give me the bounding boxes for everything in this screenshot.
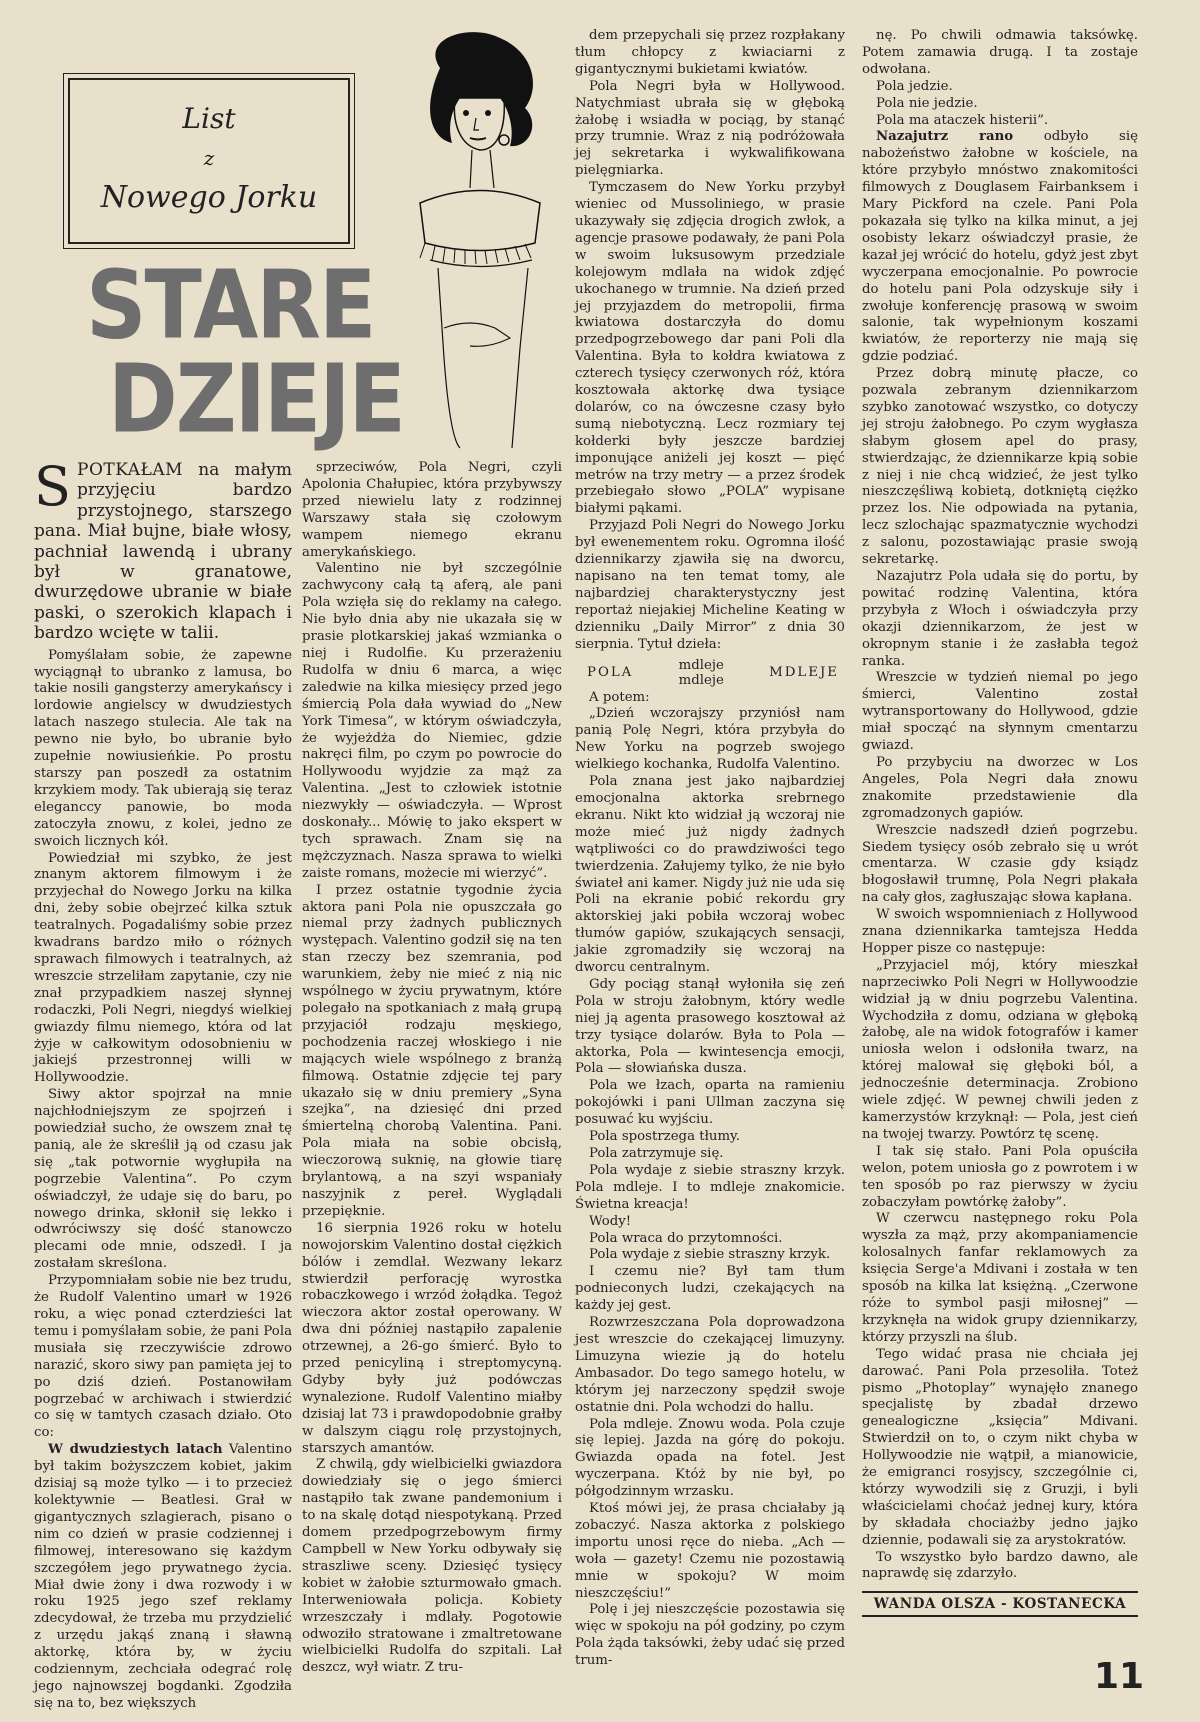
paragraph: Pola wraca do przytomności.: [589, 1230, 783, 1246]
paragraph: W dwudziestych latach Valentino był takim bożyszczem kobiet, jakim dzisiaj są może tylko — i to przecież kolektywnie — Beatlesi. Grał w gigantycznych szlagierach, pisano o nim co dzień w prasie codziennej i filmowej, interesowano się każdym szczegółem jego prywatnego życia. Miał dwie żony i dwa rozwody i w roku 1925 jego szef reklamy zdecydował, że trzeba mu przydzielić z urzędu jakąś znaną i sławną aktorkę, która by, w życiu codziennym, zechciała odegrać rolę jego najnowszej bogdanki. Zgodziła się na to, bez większych: [34, 1442, 292, 1711]
drop-cap: S: [34, 455, 71, 518]
column-2: [302, 460, 562, 1675]
column-title-box: [68, 78, 350, 244]
paragraph: Tymczasem do New Yorku przybył wieniec od Mussoliniego, w prasie ukazywały się zdjęcia drogich zwłok, a agencje prasowe podawały, że pani Pola w swoim luksusowym przedziale kolejowym mdlała na widok zdjęć ukochanego w trumnie. Na dzień przed jej przyjazdem do metropolii, firma kwiatowa dostarczyła do domu przedpogrzebowego dar pani Poli dla Valentina. Była to kołdra kwiatowa z czterech tysięcy czerwonych róż, która kosztowała aktorkę dwa tysiące dolarów, co na ówczesne czasy było sumą niebotyczną. Lecz rozmiary tej kołderki były jeszcze bardziej imponujące aniżeli jej koszt — pięć metrów na trzy metry — a przez środek przebiegało słowo „POLA” wypisane białymi pąkami.: [575, 180, 845, 517]
column-3: [575, 28, 845, 1676]
paragraph: Nazajutrz rano odbyło się nabożeństwo żałobne w kościele, na które przybyło mnóstwo znakomitości filmowych z Douglasem Fairbanksem i Mary Pickford na czele. Pani Pola pokazała się tylko na kilka minut, a jej osobisty lekarz oświadczył prasie, że kazał jej wrócić do hotelu, gdyż jest zbyt wyczerpana emocjonalnie. Po powrocie do hotelu pani Pola odzyskuje siły i zwołuje konferencję prasową w swoim salonie, tak wypełnionym koszami kwiatów, że reporterzy nie mają się gdzie podziać.: [862, 129, 1138, 365]
lead-paragraph: SPOTKAŁAM na małym przyjęciu bardzo przystojnego, starszego pana. Miał bujne, białe włosy, pachniał lawendą i ubrany był w granatowe, dwurzędowe ubranie w białe paski, o szerokich klapach i bardzo wcięte w talii.: [34, 455, 292, 644]
box-line-z: z: [203, 146, 215, 170]
paragraph: Pola Negri była w Hollywood. Natychmiast ubrała się w głęboką żałobę i wsiadła w pociąg, by stanąć przy trumnie. Wraz z nią podróżowała jej sekretarka i wykwalifikowana pielęgniarka.: [575, 78, 845, 179]
paragraph: Rozwrzeszczana Pola doprowadzona jest wreszcie do czekającej limuzyny. Limuzyna wiezie ją do hotelu Ambasador. Do tego samego hotelu, w którym jej narzeczony spędził swoje ostatnie dni. Pola wchodzi do hallu.: [575, 1315, 845, 1415]
paragraph: „Przyjaciel mój, który mieszkał naprzeciwko Poli Negri w Hollywoodzie widział ją w dniu pogrzebu Valentina. Wychodziła z domu, odziana w głęboką żałobę, ale na widok fotografów i kamer uniosła welon i odsłoniła twarz, na której malował się głęboki ból, a jednocześnie determinacja. Zrobiono wiele zdjęć. W pewnej chwili jeden z kamerzystów krzyknął: — Pola, jest cień na twojej twarzy. Powtórz tę scenę.: [862, 957, 1138, 1142]
paragraph: W czerwcu następnego roku Pola wyszła za mąż, przy akompaniamencie kolosalnych fanfar reklamowych za księcia Serge'a Mdivani i została w ten sposób na kilka lat księżną. „Czerwone róże to symbol pasji miłosnej” — krzyknęła na widok grupy dziennikarzy, którzy przyszli na ślub.: [862, 1211, 1138, 1345]
page-number: 11: [1094, 1656, 1145, 1697]
paragraph: A potem:: [589, 689, 650, 705]
paragraph: Pola znana jest jako najbardziej emocjonalna aktorka srebrnego ekranu. Nikt kto widział ją wczoraj nie może mieć już nigdy żadnych wątpliwości co do prawdziwości tego twierdzenia. Załujemy tylko, że nie było świateł ani kamer. Nigdy już nie uda się Poli na ekranie pobić rekordu gry aktorskiej jaki pobiła wczoraj wobec tłumów gapiów, szukających sensacji, jakie zgromadziły się wczoraj na dworcu centralnym.: [575, 774, 845, 976]
paragraph: Pola jedzie.: [876, 78, 953, 94]
paragraph: dem przepychali się przez rozpłakany tłum chłopcy z kwiaciarni z gigantycznymi bukietami kwiatów.: [575, 28, 845, 77]
paragraph: Pola spostrzega tłumy.: [589, 1129, 741, 1145]
paragraph: Wreszcie w tydzień niemal po jego śmierci, Valentino został wytransportowany do Hollywood, gdzie miał spocząć na słynnym cmentarzu gwiazd.: [862, 670, 1138, 754]
paragraph: sprzeciwów, Pola Negri, czyli Apolonia Chałupiec, która przybywszy przed niewielu laty z rodzinnej Warszawy stała się czołowym wampem niemego ekranu amerykańskiego.: [302, 460, 562, 560]
paragraph: Z chwilą, gdy wielbicielki gwiazdora dowiedziały się o jego śmierci nastąpiło tak zwane pandemonium i to na skalę dotąd niespotykaną. Przed domem przedpogrzebowym firmy Campbell w New Yorku odbywały się straszliwe sceny. Dziesięć tysięcy kobiet w żałobie szturmowało gmach. Interweniowała policja. Kobiety wrzeszczały i mdlały. Pogotowie odwoziło stratowane i zmaltretowane wielbicielki Rudolfa do szpitali. Lał deszcz, wył wiatr. Z tru-: [302, 1457, 562, 1676]
paragraph: Przyjazd Poli Negri do Nowego Jorku był ewenementem roku. Ogromna ilość dziennikarzy zjawiła się na dworcu, napisano na ten temat tomy, ale najbardziej charakterystyczny jest reportaż niejakiej Micheline Keating w dzienniku „Daily Mirror” z dnia 30 sierpnia. Tytuł dzieła:: [575, 518, 845, 652]
paragraph: Wreszcie nadszedł dzień pogrzebu. Siedem tysięcy osób zebrało się u wrót cmentarza. W czasie gdy ksiądz błogosławił trumnę, Pola Negri płakała na cały głos, zagłuszając słowa kapłana.: [862, 822, 1138, 906]
paragraph: I przez ostatnie tygodnie życia aktora pani Pola nie opuszczała go niemal przy żadnych publicznych występach. Valentino godził się na ten stan rzeczy bez szemrania, pod warunkiem, żeby nie mieć z nią nic wspólnego w życiu prywatnym, które polegało na spotkaniach z małą grupą przyjaciół rodzaju męskiego, pochodzenia raczej włoskiego i nie mających wiele wspólnego z branżą filmową. Ostatnie zdjęcie tej pary ukazało się w dniu premiery „Syna szejka”, na dziesięć dni przed śmiertelną chorobą Valentina. Pani. Pola miała na sobie obcisłą, wieczorową suknię, na głowie tiarę brylantową, a na szyi wspaniały naszyjnik z pereł. Wyglądali przepięknie.: [302, 882, 562, 1219]
paragraph: Tego widać prasa nie chciała jej darować. Pani Pola przesoliła. Toteż pismo „Photoplay” wynajęło znanego specjalistę by zbadał drzewo genealogiczne „księcia” Mdivani. Stwierdził on to, o czym nikt chyba w Hollywoodzie nie wątpił, a mianowicie, że emigranci rosyjscy, szczególnie ci, którzy wywodzili się z Gruzji, i byli właścicielami choćaż jednej kury, która by składała chociażby jedno jajko dziennie, podawali się za arystokratów.: [862, 1346, 1138, 1548]
paragraph: „Dzień wczorajszy przyniósł nam panią Polę Negri, która przybyła do New Yorku na pogrzeb swojego wielkiego kochanka, Rudolfa Valentino.: [575, 706, 845, 773]
paragraph: Przypomniałam sobie nie bez trudu, że Rudolf Valentino umarł w 1926 roku, a więc ponad czterdzieści lat temu i pomyślałam sobie, że pani Pola musiała się rzeczywiście zdrowo narazić, skoro siwy pan pamięta jej to po dziś dzień. Postanowiłam pogrzebać w archiwach i stwierdzić co się w tamtych czasach działo. Oto co:: [34, 1273, 292, 1441]
paragraph: Pola wydaje z siebie straszny krzyk.: [589, 1247, 831, 1263]
paragraph: Pola ma ataczek histerii”.: [876, 112, 1049, 128]
paragraph: Pola nie jedzie.: [876, 95, 978, 111]
headline-line-2: DZIEJE: [108, 344, 404, 454]
woman-portrait-illustration: [400, 28, 550, 448]
paragraph: Pola wydaje z siebie straszny krzyk. Pola mdleje. I to mdleje znakomicie. Świetna kreacja!: [575, 1162, 845, 1212]
paragraph: Pola we łzach, oparta na ramieniu pokojówki i pani Ullman zaczyna się posuwać ku wyjściu.: [575, 1078, 845, 1128]
paragraph: I czemu nie? Był tam tłum podnieconych ludzi, czekających na każdy jej gest.: [575, 1264, 845, 1314]
paragraph: Pomyślałam sobie, że zapewne wyciągnął to ubranko z lamusa, bo takie nosili gangsterzy amerykańscy i lordowie angielscy w dwudziestych latach naszego stulecia. Ale tak na pewno nie było, bo ubranie było zupełnie nowiusieńkie. Po prostu starszy pan poszedł za ostatnim krzykiem mody. Tak ubierają się teraz eleganccy panowie, bo moda zatoczyła znowu, z kolei, jedno ze swoich licznych kół.: [34, 647, 292, 849]
column-4: [862, 28, 1138, 1660]
paragraph: Pola zatrzymuje się.: [589, 1146, 724, 1161]
paragraph: nę. Po chwili odmawia taksówkę. Potem zamawia drugą. I ta zostaje odwołana.: [862, 28, 1138, 77]
paragraph: Pola mdleje. Znowu woda. Pola czuje się lepiej. Jazda na górę do pokoju. Gwiazda opada na fotel. Jest wyczerpana. Któż by nie był, po półgodzinnym wrzasku.: [575, 1416, 845, 1500]
paragraph: I tak się stało. Pani Pola opuściła welon, potem uniosła go z powrotem i w ten sposób po raz pierwszy w życiu zobaczyłam powtórkę żałoby”.: [862, 1143, 1138, 1210]
paragraph: 16 sierpnia 1926 roku w hotelu nowojorskim Valentino dostał ciężkich bólów i zemdlał. Wezwany lekarz stwierdził perforację wyrostka robaczkowego i wrzód żołądka. Tegoż wieczora aktor został operowany. W dwa dni później nastąpiło zapalenie otrzewnej, a 26-go śmierć. Było to przed penicyliną i streptomycyną. Gdyby były już podówczas wynalezione. Rudolf Valentino miałby dzisiaj lat 73 i prawdopodobnie grałby w dalszym ciągu rolę przystojnych, starszych amantów.: [302, 1220, 562, 1456]
paragraph: Przez dobrą minutę płacze, co pozwala zebranym dziennikarzom szybko zanotować wszystko, co dotyczy jej stroju żałobnego. Po czym wygłasza słabym głosem apel do prasy, stwierdzając, że dziennikarze kpią sobie z niej i nie chcą widzieć, że jest tylko nieszczęśliwą kobietą, dotkniętą ciężko przez los. Nie odpowiada na pytania, lecz szlochając spazmatycznie wychodzi z salonu, pozostawiając prasie swoją sekretarkę.: [862, 366, 1138, 568]
box-line-list: List: [182, 102, 236, 135]
box-line-nowego-jorku: Nowego Jorku: [100, 180, 318, 215]
paragraph: Valentino nie był szczególnie zachwycony całą tą aferą, ale pani Pola wzięła się do reklamy na całego. Nie było dnia aby nie ukazała się w prasie plotkarskiej jakaś wzmianka o niej i Rudolfie. Ku przerażeniu Rudolfa w dniu 6 marca, a więc zaledwie na kilka miesięcy przed jego śmiercią Pola dała wywiad do „New York Timesa”, w którym oświadczyła, że wyjeżdża do Niemiec, gdzie nakręci film, po czym po powrocie do Hollywoodu wyjdzie za mąż za Valentina. „Jest to człowiek istotnie niezwykły — oświadczyła. — Wprost doskonały... Mówię to jako ekspert w tych sprawach. Znam się na mężczyznach. Nasza sprawa to wielki zaiste romans, możecie mi wierzyć”.: [302, 561, 562, 881]
paragraph: Ktoś mówi jej, że prasa chciałaby ją zobaczyć. Nasza aktorka z polskiego importu unosi ręce do nieba. „Ach — woła — gazety! Czemu nie pozostawią mnie w spokoju? W moim nieszczęściu!”: [575, 1501, 845, 1601]
paragraph: Wody!: [589, 1213, 632, 1229]
paragraph: W swoich wspomnieniach z Hollywood znana dziennikarka tamtejsza Hedda Hopper pisze co następuje:: [862, 907, 1138, 956]
paragraph: To wszystko było bardzo dawno, ale naprawdę się zdarzyło.: [862, 1549, 1138, 1582]
paragraph: Powiedział mi szybko, że jest znanym aktorem filmowym i że przyjechał do Nowego Jorku na kilka dni, żeby sobie obejrzeć kilka sztuk teatralnych. Pogadaliśmy sobie przez kwadrans bardzo miło o różnych sprawach filmowych i teatralnych, aż wreszcie strzeliłam zapytanie, czy nie znał przypadkiem naszej słynnej rodaczki, Poli Negri, niegdyś wielkiej gwiazdy filmu niemego, która od lat żyje w całkowitym odosobnieniu w jakiejś przestronnej willi w Hollywoodzie.: [34, 850, 292, 1086]
paragraph: Polę i jej nieszczęście pozostawia się więc w spokoju na pół godziny, po czym Pola żąda taksówki, żeby udać się przed trum-: [575, 1602, 845, 1669]
paragraph: Gdy pociąg stanął wyłoniła się zeń Pola w stroju żałobnym, który wedle niej ją agenta prasowego kosztował aż trzy tysiące dolarów. Była to Pola — aktorka, Pola — kwintesencja emocji, Pola — słowiańska dusza.: [575, 976, 845, 1077]
paragraph: Siwy aktor spojrzał na mnie najchłodniejszym ze spojrzeń i powiedział sucho, że owszem znał tę panią, ale że skreślił ją od czasu jak się „tak potwornie wygłupiła na pogrzebie Valentina”. Po czym oświadczył, że udaje się do baru, po nowego drinka, skłonił się lekko i odwróciwszy się dość stanowczo plecami ode mnie, odszedł. I ja zostałam skreślona.: [34, 1087, 292, 1272]
paragraph: Nazajutrz Pola udała się do portu, by powitać rodzinę Valentina, która przybyła z Włoch i oświadczyła przy okazji dziennikarzom, że jest w okropnym stanie i że zasłabła tegoż ranka.: [862, 569, 1138, 669]
paragraph: Po przybyciu na dworzec w Los Angeles, Pola Negri dała znowu znakomite przedstawienie dla zgromadzonych gapiów.: [862, 754, 1138, 821]
column-1: [34, 455, 292, 1711]
headline-line-1: STARE: [86, 250, 375, 360]
reportage-title: POLA mdleje mdleje MDLEJE: [587, 657, 839, 688]
author-signature: WANDA OLSZA - KOSTANECKA: [862, 1591, 1138, 1617]
